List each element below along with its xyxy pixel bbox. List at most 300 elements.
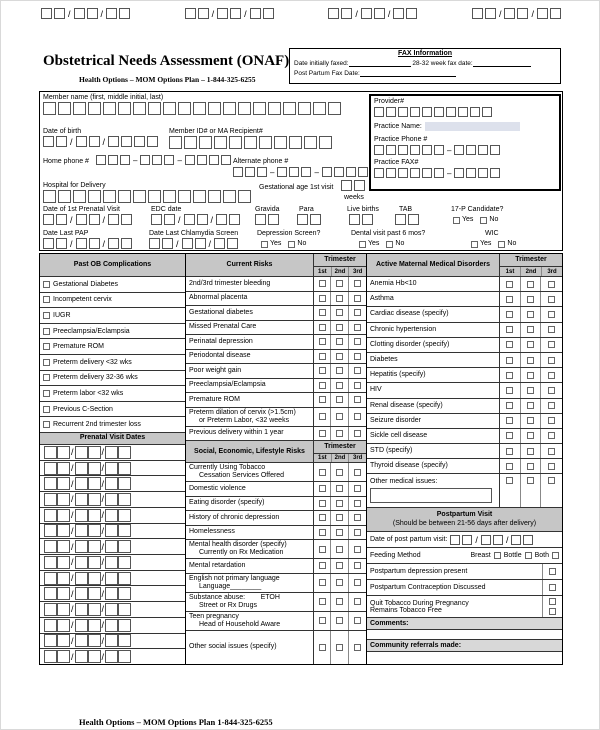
checkbox[interactable] [506,448,513,455]
char-box[interactable] [149,238,160,249]
checkbox[interactable] [354,598,361,605]
char-box[interactable] [88,572,101,585]
char-box[interactable] [374,168,384,178]
char-box[interactable] [328,8,339,19]
checkbox[interactable] [506,281,513,288]
char-box[interactable] [208,190,221,203]
char-box[interactable] [118,572,131,585]
char-box[interactable] [75,603,88,616]
checkbox[interactable] [319,469,326,476]
checkbox[interactable] [319,309,326,316]
char-box[interactable] [393,8,404,19]
checkbox[interactable] [527,432,534,439]
checkbox[interactable] [319,367,326,374]
checkbox[interactable] [336,295,343,302]
checkbox[interactable] [319,396,326,403]
checkbox[interactable] [548,402,555,409]
checkbox[interactable] [319,430,326,437]
checkbox[interactable] [480,217,487,224]
checkbox[interactable] [527,402,534,409]
checkbox[interactable] [354,529,361,536]
char-box[interactable] [75,540,88,553]
char-box[interactable] [75,650,88,663]
checkbox[interactable] [548,326,555,333]
checkbox[interactable] [336,617,343,624]
char-box[interactable] [88,102,101,115]
checkbox[interactable] [527,463,534,470]
char-box[interactable] [57,509,70,522]
char-box[interactable] [274,136,287,149]
char-box[interactable] [43,238,54,249]
checkbox[interactable] [548,417,555,424]
char-box[interactable] [57,587,70,600]
checkbox[interactable] [319,280,326,287]
checkbox[interactable] [354,413,361,420]
char-box[interactable] [470,107,480,117]
char-box[interactable] [152,155,162,165]
char-box[interactable] [118,634,131,647]
char-box[interactable] [88,446,101,459]
char-box[interactable] [120,155,130,165]
char-box[interactable] [395,214,406,225]
char-box[interactable] [227,238,238,249]
char-box[interactable] [41,8,52,19]
char-box[interactable] [434,145,444,155]
char-box[interactable] [88,524,101,537]
char-box[interactable] [197,155,207,165]
char-box[interactable] [75,524,88,537]
char-box[interactable] [229,136,242,149]
checkbox[interactable] [453,217,460,224]
char-box[interactable] [422,145,432,155]
char-box[interactable] [76,136,87,147]
char-box[interactable] [44,634,57,647]
char-box[interactable] [511,535,521,545]
checkbox[interactable] [548,463,555,470]
char-box[interactable] [106,8,117,19]
char-box[interactable] [44,587,57,600]
char-box[interactable] [121,214,132,225]
char-box[interactable] [57,619,70,632]
char-box[interactable] [164,214,175,225]
char-box[interactable] [57,540,70,553]
checkbox[interactable] [527,357,534,364]
char-box[interactable] [434,107,444,117]
char-box[interactable] [550,8,561,19]
char-box[interactable] [76,214,87,225]
char-box[interactable] [216,214,227,225]
checkbox[interactable] [549,598,556,605]
char-box[interactable] [88,587,101,600]
char-box[interactable] [185,8,196,19]
char-box[interactable] [178,102,191,115]
char-box[interactable] [43,102,56,115]
char-box[interactable] [238,102,251,115]
char-box[interactable] [223,102,236,115]
char-box[interactable] [105,509,118,522]
char-box[interactable] [481,535,491,545]
char-box[interactable] [88,477,101,490]
char-box[interactable] [398,145,408,155]
char-box[interactable] [493,535,503,545]
checkbox[interactable] [354,295,361,302]
char-box[interactable] [44,477,57,490]
char-box[interactable] [57,634,70,647]
char-box[interactable] [57,556,70,569]
checkbox[interactable] [319,529,326,536]
char-box[interactable] [89,238,100,249]
checkbox[interactable] [336,396,343,403]
char-box[interactable] [75,587,88,600]
checkbox[interactable] [336,353,343,360]
checkbox[interactable] [548,432,555,439]
char-box[interactable] [301,167,311,177]
checkbox[interactable] [354,280,361,287]
char-box[interactable] [297,214,308,225]
checkbox[interactable] [319,382,326,389]
char-box[interactable] [406,8,417,19]
char-box[interactable] [263,8,274,19]
checkbox[interactable] [548,311,555,318]
checkbox[interactable] [549,608,556,615]
char-box[interactable] [313,102,326,115]
checkbox[interactable] [336,413,343,420]
char-box[interactable] [54,8,65,19]
checkbox[interactable] [336,598,343,605]
char-box[interactable] [199,136,212,149]
checkbox[interactable] [319,338,326,345]
char-box[interactable] [151,214,162,225]
char-box[interactable] [310,214,321,225]
checkbox[interactable] [471,241,478,248]
char-box[interactable] [118,493,131,506]
community-referrals-input[interactable] [367,652,562,664]
char-box[interactable] [268,214,279,225]
char-box[interactable] [74,8,85,19]
char-box[interactable] [57,462,70,475]
char-box[interactable] [103,102,116,115]
char-box[interactable] [410,145,420,155]
char-box[interactable] [298,102,311,115]
char-box[interactable] [57,477,70,490]
char-box[interactable] [408,214,419,225]
char-box[interactable] [105,572,118,585]
char-box[interactable] [88,462,101,475]
char-box[interactable] [450,535,460,545]
char-box[interactable] [472,8,483,19]
char-box[interactable] [485,8,496,19]
char-box[interactable] [118,603,131,616]
char-box[interactable] [208,102,221,115]
char-box[interactable] [44,509,57,522]
char-box[interactable] [105,587,118,600]
char-box[interactable] [197,214,208,225]
checkbox[interactable] [354,382,361,389]
char-box[interactable] [517,8,528,19]
char-box[interactable] [268,102,281,115]
char-box[interactable] [221,155,231,165]
char-box[interactable] [75,556,88,569]
other-medical-input[interactable] [370,488,492,503]
char-box[interactable] [57,493,70,506]
checkbox[interactable] [552,552,559,559]
char-box[interactable] [354,180,365,191]
char-box[interactable] [422,107,432,117]
checkbox[interactable] [527,448,534,455]
char-box[interactable] [410,168,420,178]
char-box[interactable] [118,650,131,663]
char-box[interactable] [214,238,225,249]
char-box[interactable] [88,190,101,203]
char-box[interactable] [193,102,206,115]
char-box[interactable] [89,136,100,147]
checkbox[interactable] [506,326,513,333]
postpartum-fax-input[interactable] [360,70,456,77]
checkbox[interactable] [506,387,513,394]
checkbox[interactable] [354,309,361,316]
char-box[interactable] [386,168,396,178]
checkbox[interactable] [506,417,513,424]
char-box[interactable] [105,556,118,569]
char-box[interactable] [398,107,408,117]
char-box[interactable] [358,167,368,177]
char-box[interactable] [88,619,101,632]
char-box[interactable] [245,167,255,177]
checkbox[interactable] [506,357,513,364]
checkbox[interactable] [319,579,326,586]
char-box[interactable] [108,136,119,147]
checkbox[interactable] [43,281,50,288]
char-box[interactable] [43,190,56,203]
char-box[interactable] [250,8,261,19]
char-box[interactable] [466,168,476,178]
checkbox[interactable] [548,357,555,364]
checkbox[interactable] [354,324,361,331]
char-box[interactable] [105,524,118,537]
char-box[interactable] [209,155,219,165]
char-box[interactable] [118,102,131,115]
checkbox[interactable] [288,241,295,248]
checkbox[interactable] [548,387,555,394]
checkbox[interactable] [354,469,361,476]
checkbox[interactable] [506,296,513,303]
char-box[interactable] [304,136,317,149]
checkbox[interactable] [506,311,513,318]
char-box[interactable] [57,572,70,585]
checkbox[interactable] [336,644,343,651]
char-box[interactable] [88,509,101,522]
checkbox[interactable] [354,396,361,403]
char-box[interactable] [164,155,174,165]
char-box[interactable] [58,190,71,203]
checkbox[interactable] [506,402,513,409]
checkbox[interactable] [506,341,513,348]
char-box[interactable] [108,214,119,225]
checkbox[interactable] [527,477,534,484]
char-box[interactable] [140,155,150,165]
char-box[interactable] [244,136,257,149]
checkbox[interactable] [548,372,555,379]
checkbox[interactable] [43,406,50,413]
char-box[interactable] [446,107,456,117]
char-box[interactable] [121,238,132,249]
checkbox[interactable] [506,372,513,379]
char-box[interactable] [466,145,476,155]
char-box[interactable] [105,477,118,490]
checkbox[interactable] [354,562,361,569]
char-box[interactable] [341,8,352,19]
char-box[interactable] [75,619,88,632]
char-box[interactable] [163,102,176,115]
checkbox[interactable] [336,579,343,586]
checkbox[interactable] [494,552,501,559]
char-box[interactable] [73,102,86,115]
char-box[interactable] [214,136,227,149]
checkbox[interactable] [506,432,513,439]
char-box[interactable] [133,190,146,203]
char-box[interactable] [147,136,158,147]
char-box[interactable] [44,540,57,553]
checkbox[interactable] [319,353,326,360]
char-box[interactable] [118,556,131,569]
checkbox[interactable] [527,326,534,333]
char-box[interactable] [169,136,182,149]
checkbox[interactable] [43,359,50,366]
char-box[interactable] [88,556,101,569]
char-box[interactable] [523,535,533,545]
checkbox[interactable] [548,448,555,455]
char-box[interactable] [328,102,341,115]
practice-name-input[interactable] [425,122,520,131]
checkbox[interactable] [43,312,50,319]
char-box[interactable] [75,477,88,490]
char-box[interactable] [178,190,191,203]
char-box[interactable] [88,540,101,553]
checkbox[interactable] [354,353,361,360]
char-box[interactable] [56,214,67,225]
char-box[interactable] [490,168,500,178]
char-box[interactable] [362,214,373,225]
checkbox[interactable] [319,546,326,553]
checkbox[interactable] [336,382,343,389]
week-fax-input[interactable] [473,60,531,67]
char-box[interactable] [253,102,266,115]
char-box[interactable] [103,190,116,203]
char-box[interactable] [118,619,131,632]
checkbox[interactable] [354,430,361,437]
checkbox[interactable] [336,514,343,521]
char-box[interactable] [118,190,131,203]
char-box[interactable] [229,214,240,225]
char-box[interactable] [198,8,209,19]
char-box[interactable] [482,107,492,117]
checkbox[interactable] [354,644,361,651]
checkbox[interactable] [527,296,534,303]
char-box[interactable] [195,238,206,249]
char-box[interactable] [289,136,302,149]
char-box[interactable] [322,167,332,177]
checkbox[interactable] [319,598,326,605]
checkbox[interactable] [549,568,556,575]
char-box[interactable] [89,214,100,225]
checkbox[interactable] [336,485,343,492]
char-box[interactable] [349,214,360,225]
char-box[interactable] [57,603,70,616]
checkbox[interactable] [319,562,326,569]
char-box[interactable] [259,136,272,149]
char-box[interactable] [434,168,444,178]
char-box[interactable] [105,540,118,553]
checkbox[interactable] [354,617,361,624]
char-box[interactable] [334,167,344,177]
char-box[interactable] [75,509,88,522]
checkbox[interactable] [498,241,505,248]
checkbox[interactable] [336,367,343,374]
char-box[interactable] [108,238,119,249]
checkbox[interactable] [336,309,343,316]
char-box[interactable] [118,462,131,475]
char-box[interactable] [44,462,57,475]
char-box[interactable] [119,8,130,19]
char-box[interactable] [374,8,385,19]
char-box[interactable] [88,603,101,616]
char-box[interactable] [374,145,384,155]
char-box[interactable] [163,190,176,203]
char-box[interactable] [223,190,236,203]
checkbox[interactable] [354,500,361,507]
char-box[interactable] [255,214,266,225]
char-box[interactable] [118,540,131,553]
char-box[interactable] [75,462,88,475]
char-box[interactable] [44,524,57,537]
date-faxed-input[interactable] [349,60,411,67]
char-box[interactable] [105,634,118,647]
checkbox[interactable] [359,241,366,248]
char-box[interactable] [346,167,356,177]
checkbox[interactable] [336,280,343,287]
char-box[interactable] [217,8,228,19]
char-box[interactable] [148,190,161,203]
char-box[interactable] [87,8,98,19]
char-box[interactable] [105,603,118,616]
char-box[interactable] [75,572,88,585]
checkbox[interactable] [43,421,50,428]
checkbox[interactable] [506,477,513,484]
checkbox[interactable] [319,324,326,331]
char-box[interactable] [537,8,548,19]
char-box[interactable] [118,477,131,490]
char-box[interactable] [478,168,488,178]
char-box[interactable] [341,180,352,191]
char-box[interactable] [96,155,106,165]
char-box[interactable] [283,102,296,115]
checkbox[interactable] [43,296,50,303]
checkbox[interactable] [43,328,50,335]
checkbox[interactable] [354,514,361,521]
checkbox[interactable] [527,281,534,288]
char-box[interactable] [75,446,88,459]
char-box[interactable] [458,107,468,117]
char-box[interactable] [238,190,251,203]
checkbox[interactable] [319,644,326,651]
char-box[interactable] [56,136,67,147]
char-box[interactable] [184,136,197,149]
char-box[interactable] [44,603,57,616]
char-box[interactable] [462,535,472,545]
checkbox[interactable] [354,579,361,586]
checkbox[interactable] [43,390,50,397]
char-box[interactable] [75,634,88,647]
